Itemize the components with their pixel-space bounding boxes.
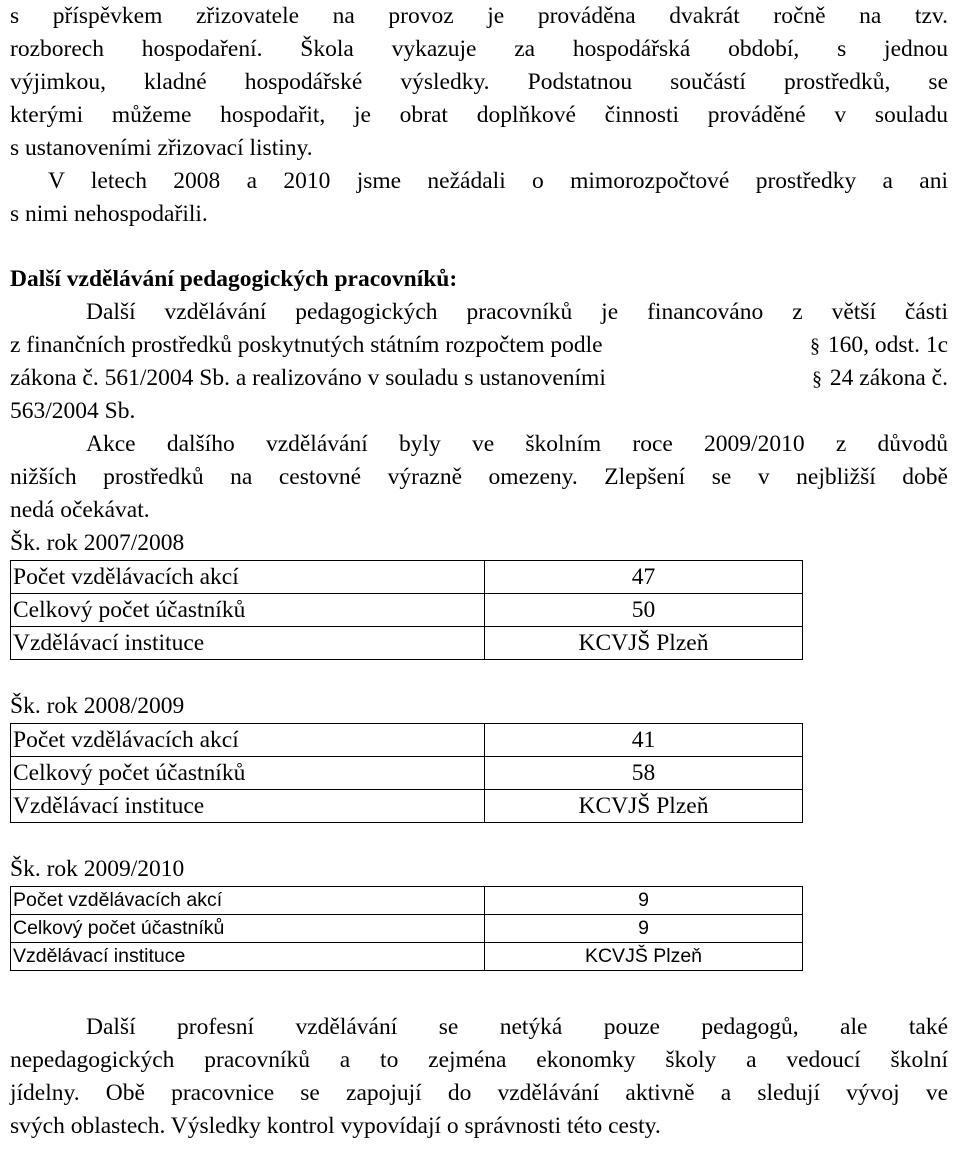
funding-line [10, 362, 948, 395]
section-heading: Další vzdělávání pedagogických pracovníků: [10, 266, 458, 292]
budget-line: V letech 2008 a 2010 jsme nežádali o mimorozpočtové prostředky a ani [48, 168, 948, 194]
intro-line: s příspěvkem zřizovatele na provoz je prováděna dvakrát ročně na tzv. [10, 3, 948, 29]
school-year-label: Šk. rok 2008/2009 [10, 693, 185, 719]
row-value: KCVJŠ Plzeň [485, 790, 803, 823]
funding-text: zákona č. 561/2004 Sb. a realizováno v souladu s ustanoveními [10, 365, 606, 391]
training-table [10, 560, 803, 660]
row-label: Vzdělávací instituce [11, 627, 485, 660]
budget-line: s nimi nehospodařili. [10, 201, 208, 227]
intro-line: rozborech hospodaření. Škola vykazuje za hospodářská období, s jednou [10, 36, 948, 62]
table-row [11, 594, 803, 627]
budget-paragraph [10, 165, 948, 231]
training-table [10, 886, 803, 971]
table-row [11, 915, 803, 943]
row-label: Vzdělávací instituce [11, 943, 485, 971]
row-value: 50 [485, 594, 803, 627]
table-row [11, 887, 803, 915]
closing-line: jídelny. Obě pracovnice se zapojují do vzdělávání aktivně a sledují vývoj ve [10, 1080, 948, 1106]
row-label: Počet vzdělávacích akcí [11, 724, 485, 757]
table-row [11, 790, 803, 823]
row-value: 47 [485, 561, 803, 594]
school-year-label: Šk. rok 2007/2008 [10, 530, 185, 556]
intro-line: kterými můžeme hospodařit, je obrat doplňkové činnosti prováděné v souladu [10, 102, 948, 128]
row-value: 9 [485, 915, 803, 943]
row-value: 9 [485, 887, 803, 915]
reduction-line: Akce dalšího vzdělávání byly ve školním roce 2009/2010 z důvodů [86, 431, 948, 457]
funding-text: z finančních prostředků poskytnutých státním rozpočtem podle [10, 332, 603, 358]
reduction-paragraph [10, 428, 948, 527]
section-sign: § [810, 335, 821, 357]
funding-text: 160, odst. 1c [827, 332, 948, 358]
training-table [10, 723, 803, 823]
intro-paragraph [10, 0, 948, 165]
section-sign: § [812, 368, 823, 390]
table-row [11, 757, 803, 790]
funding-line: 563/2004 Sb. [10, 398, 136, 424]
funding-line: Další vzdělávání pedagogických pracovníků je financováno z větší části [86, 299, 948, 325]
reduction-line: nižších prostředků na cestovné výrazně omezeny. Zlepšení se v nejbližší době [10, 464, 948, 490]
closing-paragraph [10, 1011, 948, 1143]
row-value: KCVJŠ Plzeň [485, 943, 803, 971]
intro-line: s ustanoveními zřizovací listiny. [10, 135, 313, 161]
row-value: 58 [485, 757, 803, 790]
row-label: Vzdělávací instituce [11, 790, 485, 823]
intro-line: výjimkou, kladné hospodářské výsledky. Podstatnou součástí prostředků, se [10, 69, 948, 95]
table-row [11, 561, 803, 594]
row-value: KCVJŠ Plzeň [485, 627, 803, 660]
row-value: 41 [485, 724, 803, 757]
closing-line: svých oblastech. Výsledky kontrol vypovídají o správnosti této cesty. [10, 1113, 661, 1139]
table-row [11, 943, 803, 971]
row-label: Celkový počet účastníků [11, 757, 485, 790]
row-label: Celkový počet účastníků [11, 915, 485, 943]
school-year-label: Šk. rok 2009/2010 [10, 856, 185, 882]
funding-text: 24 zákona č. [829, 365, 948, 391]
closing-line: Další profesní vzdělávání se netýká pouze pedagogů, ale také [86, 1014, 948, 1040]
funding-paragraph [10, 296, 948, 428]
reduction-line: nedá očekávat. [10, 497, 150, 523]
closing-line: nepedagogických pracovníků a to zejména ekonomky školy a vedoucí školní [10, 1047, 948, 1073]
row-label: Počet vzdělávacích akcí [11, 887, 485, 915]
table-row [11, 724, 803, 757]
table-row [11, 627, 803, 660]
funding-line [10, 329, 948, 362]
document-page [10, 0, 948, 1143]
row-label: Počet vzdělávacích akcí [11, 561, 485, 594]
row-label: Celkový počet účastníků [11, 594, 485, 627]
